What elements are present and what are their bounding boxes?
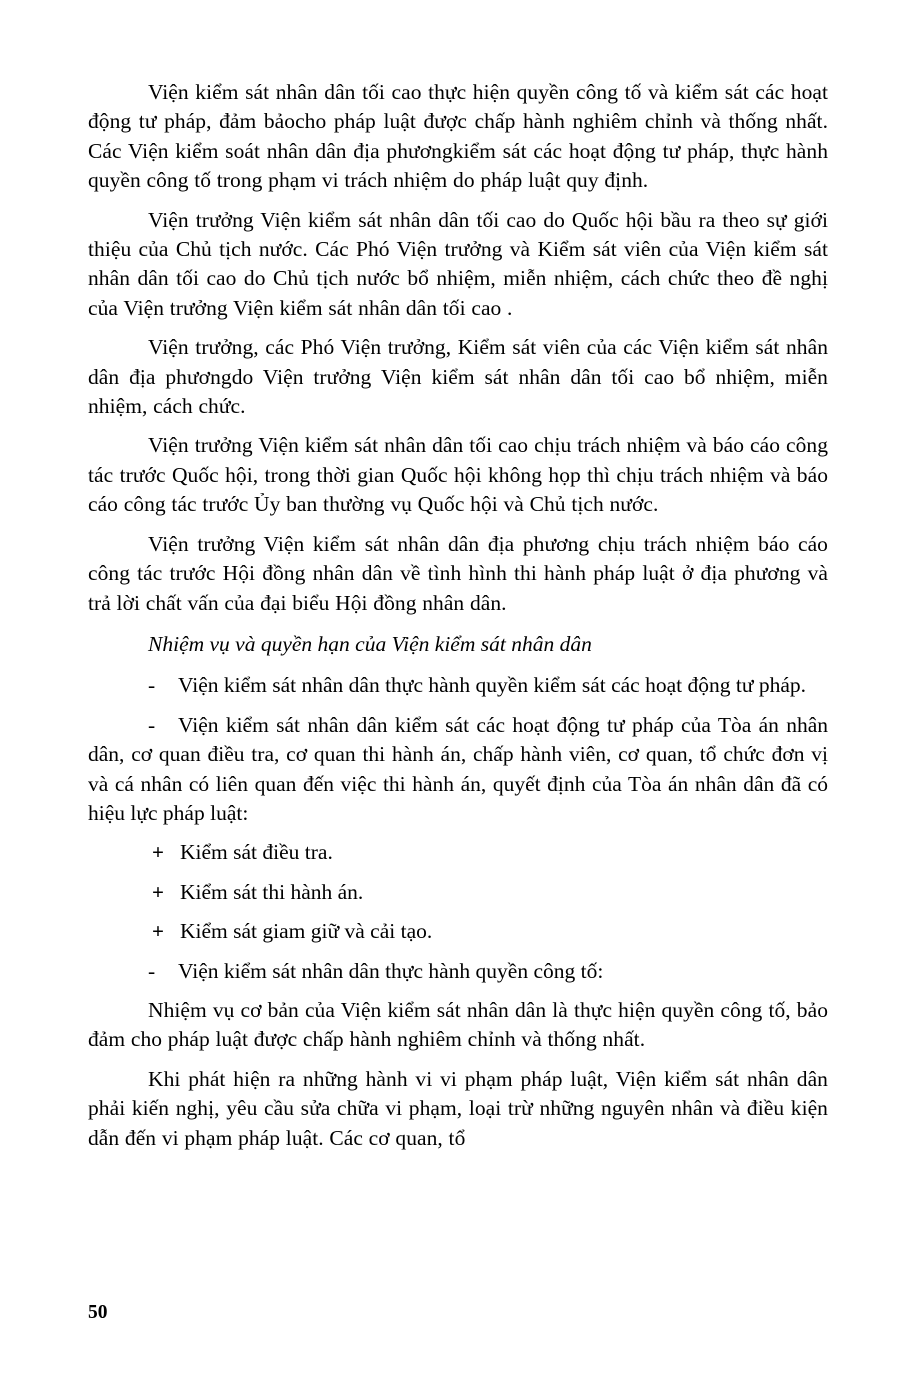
paragraph-5: Viện trưởng Viện kiểm sát nhân dân địa phương chịu trách nhiệm báo cáo công tác trước Hội đồng nhân dân về tình hình thi hành pháp luật ở địa phương và trả lời chất vấn của đại biểu Hội đồng nhân dân. <box>88 531 828 615</box>
page-number: 50 <box>88 1302 108 1323</box>
page-content <box>88 78 828 1153</box>
section-subheading: Nhiệm vụ và quyền hạn của Viện kiểm sát nhân dân <box>148 631 592 656</box>
paragraph-6: Nhiệm vụ cơ bản của Viện kiểm sát nhân dân là thực hiện quyền công tố, bảo đảm cho pháp luật được chấp hành nghiêm chỉnh và thống nhất. <box>88 997 828 1052</box>
paragraph-3: Viện trưởng, các Phó Viện trưởng, Kiểm sát viên của các Viện kiểm sát nhân dân địa phươngdo Viện trưởng Viện kiểm sát nhân dân tối cao bổ nhiệm, miễn nhiệm, cách chức. <box>88 335 828 419</box>
dash-bullet-marker: - <box>148 712 156 737</box>
paragraph-4: Viện trưởng Viện kiểm sát nhân dân tối cao chịu trách nhiệm và báo cáo công tác trước Quốc hội, trong thời gian Quốc hội không họp thì chịu trách nhiệm và báo cáo công tác trước Ủy ban thường vụ Quốc hội và Chủ tịch nước. <box>88 433 828 517</box>
dash-bullet-marker: - <box>148 958 156 983</box>
paragraph-1: Viện kiểm sát nhân dân tối cao thực hiện quyền công tố và kiểm sát các hoạt động tư pháp, đảm bảocho pháp luật được chấp hành nghiêm chỉnh và thống nhất. Các Viện kiểm soát nhân dân địa phươngkiểm sát các hoạt động tư pháp, thực hành quyền công tố trong phạm vi trách nhiệm do pháp luật quy định. <box>88 80 828 193</box>
list-item <box>88 711 828 829</box>
dash-bullet-marker: - <box>148 673 156 698</box>
plus-bullet-marker: + <box>152 840 164 865</box>
list-item <box>88 917 828 946</box>
plus-sublist <box>88 838 828 946</box>
list-item-text: Kiểm sát điều tra. <box>180 840 333 865</box>
list-item <box>88 671 828 700</box>
paragraph-7: Khi phát hiện ra những hành vi vi phạm pháp luật, Viện kiểm sát nhân dân phải kiến nghị, yêu cầu sửa chữa vi phạm, loại trừ những nguyên nhân và điều kiện dẫn đến vi phạm pháp luật. Các cơ quan, tổ <box>88 1066 828 1150</box>
plus-bullet-marker: + <box>152 879 164 904</box>
list-item <box>88 878 828 907</box>
list-item-text: Viện kiểm sát nhân dân kiểm sát các hoạt động tư pháp của Tòa án nhân dân, cơ quan điều tra, cơ quan thi hành án, chấp hành viên, cơ quan, tổ chức đơn vị và cá nhân có liên quan đến việc thi hành án, quyết định của Tòa án nhân dân đã có hiệu lực pháp luật: <box>88 712 828 825</box>
list-item <box>88 838 828 867</box>
list-item-text: Viện kiểm sát nhân dân thực hành quyền kiểm sát các hoạt động tư pháp. <box>178 673 807 698</box>
list-item <box>88 957 828 986</box>
plus-bullet-marker: + <box>152 919 164 944</box>
list-item-text: Kiểm sát thi hành án. <box>180 879 364 904</box>
list-item-text: Kiểm sát giam giữ và cải tạo. <box>180 919 433 944</box>
paragraph-2: Viện trưởng Viện kiểm sát nhân dân tối cao do Quốc hội bầu ra theo sự giới thiệu của Chủ tịch nước. Các Phó Viện trưởng và Kiểm sát viên của Viện kiểm sát nhân dân tối cao do Chủ tịch nước bổ nhiệm, miễn nhiệm, cách chức theo đề nghị của Viện trưởng Viện kiểm sát nhân dân tối cao . <box>88 207 828 320</box>
list-item-text: Viện kiểm sát nhân dân thực hành quyền công tố: <box>178 958 604 983</box>
